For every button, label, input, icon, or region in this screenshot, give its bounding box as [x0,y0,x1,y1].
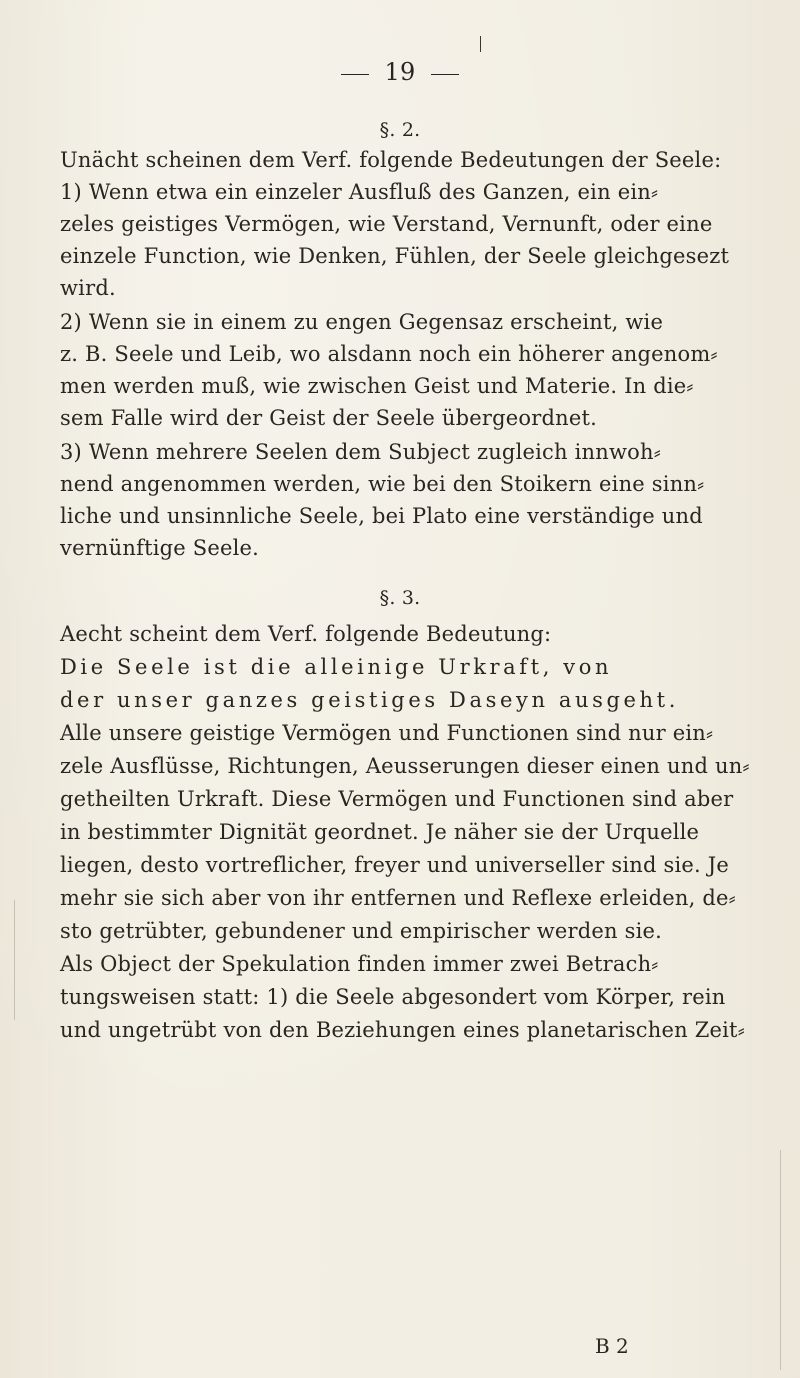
text-line: wird. [60,276,116,300]
text-line: zeles geistiges Vermögen, wie Verstand, Vernunft, oder eine [60,212,713,236]
page-number: 19 [384,58,416,86]
text-line: Als Object der Spekulation finden immer zwei Betrach⸗ [60,952,659,976]
text-line: Unächt scheinen dem Verf. folgende Bedeutungen der Seele: [60,148,722,172]
text-line: liche und unsinnliche Seele, bei Plato eine verständige und [60,504,703,528]
text-line: einzele Function, wie Denken, Fühlen, der Seele gleichgesezt [60,244,730,268]
printer-tick-mark [480,36,481,52]
text-line: z. B. Seele und Leib, wo alsdann noch ein höherer angenom⸗ [60,342,718,366]
text-line: nend angenommen werden, wie bei den Stoikern eine sinn⸗ [60,472,705,496]
text-line: vernünftige Seele. [60,536,260,560]
text-line: tungsweisen statt: 1) die Seele abgesondert vom Körper, rein [60,985,726,1009]
text-line: 3) Wenn mehrere Seelen dem Subject zugleich innwoh⸗ [60,440,661,464]
text-line: getheilten Urkraft. Diese Vermögen und Functionen sind aber [60,787,734,811]
text-line: mehr sie sich aber von ihr entfernen und Reflexe erleiden, de⸗ [60,886,736,910]
page-header [0,58,800,88]
text-line: men werden muß, wie zwischen Geist und Materie. In die⸗ [60,374,694,398]
text-line: liegen, desto vortreflicher, freyer und universeller sind sie. Je [60,853,730,877]
text-line: in bestimmter Dignität geordnet. Je näher sie der Urquelle [60,820,700,844]
page-crease [14,900,15,1020]
page-crease [780,1150,781,1370]
emphasized-line: der unser ganzes geistiges Daseyn ausgeht. [60,688,679,712]
text-line: 1) Wenn etwa ein einzeler Ausfluß des Ganzen, ein ein⸗ [60,180,659,204]
section-heading: §. 2. [379,119,421,141]
text-line: 2) Wenn sie in einem zu engen Gegensaz erscheint, wie [60,310,664,334]
section-heading: §. 3. [379,587,421,609]
text-line: Aecht scheint dem Verf. folgende Bedeutung: [60,622,552,646]
text-line: sem Falle wird der Geist der Seele übergeordnet. [60,406,597,430]
emphasized-line: Die Seele ist die alleinige Urkraft, von [60,655,613,679]
header-dash-right [431,74,459,75]
text-line: und ungetrübt von den Beziehungen eines planetarischen Zeit⸗ [60,1018,745,1042]
header-dash-left [341,74,369,75]
text-line: zele Ausflüsse, Richtungen, Aeusserungen dieser einen und un⸗ [60,754,750,778]
text-line: Alle unsere geistige Vermögen und Functionen sind nur ein⸗ [60,721,714,745]
text-line: sto getrübter, gebundener und empirischer werden sie. [60,919,663,943]
signature-mark: B 2 [595,1334,629,1358]
